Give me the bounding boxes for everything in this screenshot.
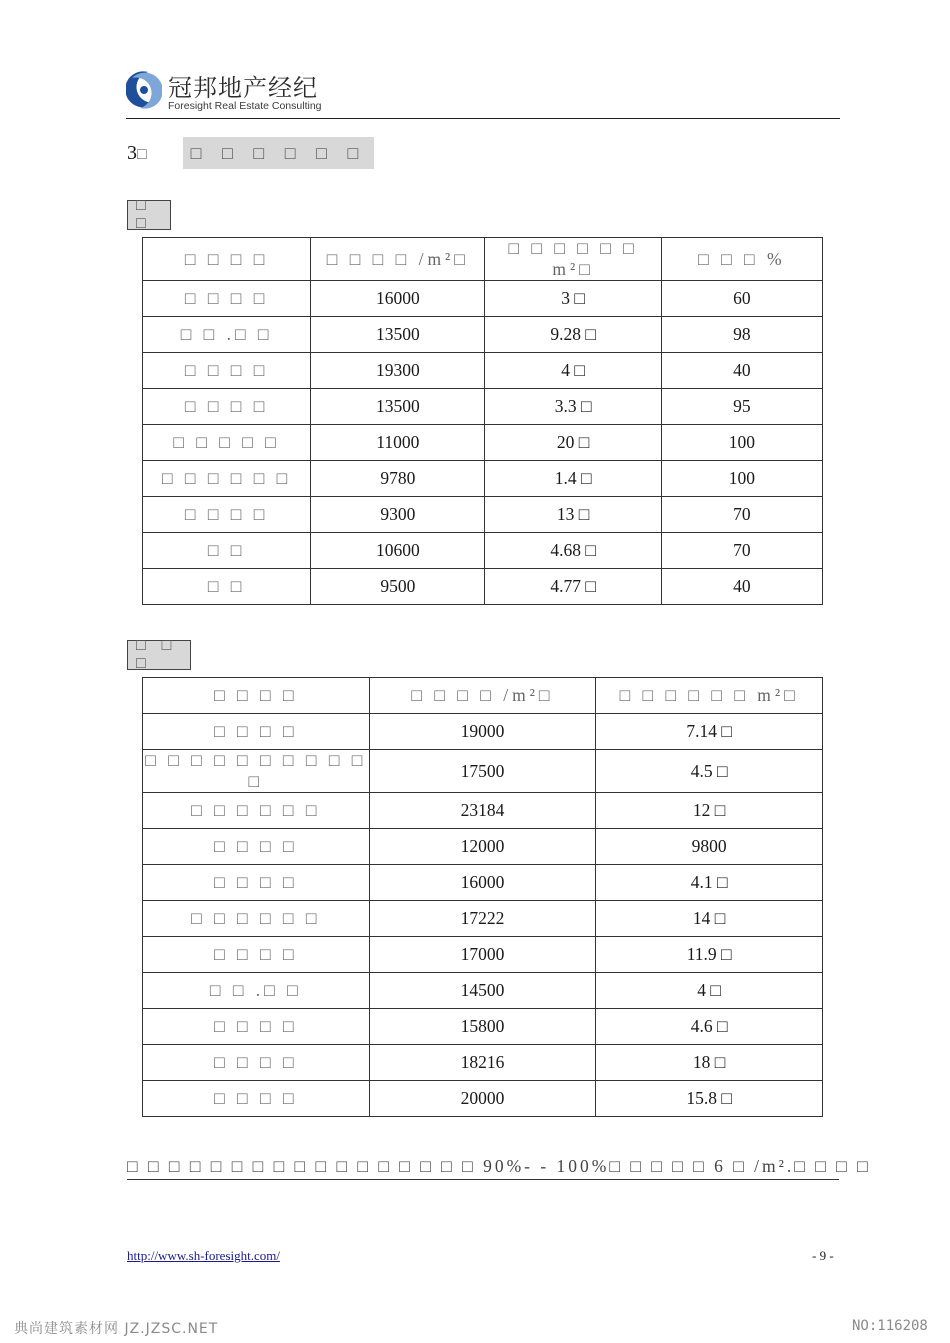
value-cell: 9780 [311, 461, 485, 497]
value-cell: 4 □ [596, 973, 823, 1009]
value-cell: 4.6 □ [596, 1009, 823, 1045]
value-cell: 17000 [369, 937, 596, 973]
table-header-row [143, 238, 823, 281]
value-cell: 98 [661, 317, 822, 353]
footer-website-link[interactable]: http://www.sh-foresight.com/ [127, 1248, 280, 1263]
page-number: - 9 - [812, 1248, 834, 1263]
table-row [143, 937, 823, 973]
table-row [143, 353, 823, 389]
value-cell: 15800 [369, 1009, 596, 1045]
column-header: □ □ □ □ □ □ m²□ [485, 238, 661, 281]
value-cell: 14 □ [596, 901, 823, 937]
section-heading [127, 138, 374, 168]
table-row [143, 714, 823, 750]
value-cell: 9300 [311, 497, 485, 533]
table-row [143, 389, 823, 425]
value-cell: 20 □ [485, 425, 661, 461]
table-row [143, 317, 823, 353]
section-number: 3□ [127, 141, 147, 164]
table-row [143, 497, 823, 533]
table-1 [142, 237, 823, 605]
project-name-cell: □ □ □ □ [143, 714, 370, 750]
table-row [143, 461, 823, 497]
table-row [143, 281, 823, 317]
project-name-cell: □ □ □ □ □ □ □ □ □ □ □ [143, 750, 370, 793]
table-2 [142, 677, 823, 1117]
value-cell: 11.9 □ [596, 937, 823, 973]
value-cell: 100 [661, 461, 822, 497]
value-cell: 9.28 □ [485, 317, 661, 353]
value-cell: 13500 [311, 389, 485, 425]
project-name-cell: □ □ □ □ [143, 1045, 370, 1081]
table-row [143, 901, 823, 937]
value-cell: 4.77 □ [485, 569, 661, 605]
value-cell: 100 [661, 425, 822, 461]
value-cell: 4.1 □ [596, 865, 823, 901]
logo-chinese-name: 冠邦地产经纪 [168, 74, 318, 102]
project-name-cell: □ □ [143, 533, 311, 569]
value-cell: 19000 [369, 714, 596, 750]
column-header: □ □ □ □ □ □ m²□ [596, 678, 823, 714]
column-header: □ □ □ □ /m²□ [311, 238, 485, 281]
column-header: □ □ □ □ [143, 678, 370, 714]
value-cell: 40 [661, 569, 822, 605]
table-row [143, 425, 823, 461]
project-name-cell: □ □ □ □ [143, 829, 370, 865]
project-name-cell: □ □ □ □ [143, 865, 370, 901]
table-row [143, 865, 823, 901]
value-cell: 4.5 □ [596, 750, 823, 793]
value-cell: 20000 [369, 1081, 596, 1117]
section-title: □ □ □ □ □ □ [183, 137, 375, 169]
table-row [143, 750, 823, 793]
project-name-cell: □ □ [143, 569, 311, 605]
project-name-cell: □ □ .□ □ [143, 973, 370, 1009]
table-row [143, 533, 823, 569]
watermark-id: NO:116208 [852, 1318, 928, 1334]
value-cell: 1.4 □ [485, 461, 661, 497]
value-cell: 9500 [311, 569, 485, 605]
value-cell: 15.8 □ [596, 1081, 823, 1117]
value-cell: 16000 [311, 281, 485, 317]
value-cell: 70 [661, 497, 822, 533]
project-name-cell: □ □ □ □ □ □ [143, 461, 311, 497]
table1-label: □ □ [127, 200, 171, 230]
watermark-left: 典尚建筑素材网 JZ.JZSC.NET [14, 1321, 219, 1337]
value-cell: 17222 [369, 901, 596, 937]
project-name-cell: □ □ □ □ [143, 937, 370, 973]
table-row [143, 793, 823, 829]
table-row [143, 829, 823, 865]
value-cell: 18216 [369, 1045, 596, 1081]
logo-english-name: Foresight Real Estate Consulting [168, 100, 322, 112]
value-cell: 23184 [369, 793, 596, 829]
value-cell: 4.68 □ [485, 533, 661, 569]
value-cell: 11000 [311, 425, 485, 461]
table-row [143, 569, 823, 605]
value-cell: 60 [661, 281, 822, 317]
value-cell: 40 [661, 353, 822, 389]
value-cell: 18 □ [596, 1045, 823, 1081]
column-header: □ □ □ % [661, 238, 822, 281]
project-name-cell: □ □ .□ □ [143, 317, 311, 353]
value-cell: 13 □ [485, 497, 661, 533]
value-cell: 95 [661, 389, 822, 425]
column-header: □ □ □ □ /m²□ [369, 678, 596, 714]
project-name-cell: □ □ □ □ □ [143, 425, 311, 461]
value-cell: 10600 [311, 533, 485, 569]
project-name-cell: □ □ □ □ [143, 1009, 370, 1045]
project-name-cell: □ □ □ □ [143, 497, 311, 533]
value-cell: 12000 [369, 829, 596, 865]
value-cell: 12 □ [596, 793, 823, 829]
value-cell: 17500 [369, 750, 596, 793]
column-header: □ □ □ □ [143, 238, 311, 281]
table-row [143, 1009, 823, 1045]
company-logo-icon [126, 68, 162, 112]
table-row [143, 1045, 823, 1081]
value-cell: 9800 [596, 829, 823, 865]
value-cell: 70 [661, 533, 822, 569]
project-name-cell: □ □ □ □ [143, 281, 311, 317]
project-name-cell: □ □ □ □ □ □ [143, 793, 370, 829]
table2-label: □ □ □ [127, 640, 191, 670]
project-name-cell: □ □ □ □ [143, 353, 311, 389]
value-cell: 19300 [311, 353, 485, 389]
value-cell: 14500 [369, 973, 596, 1009]
value-cell: 16000 [369, 865, 596, 901]
value-cell: 3.3 □ [485, 389, 661, 425]
value-cell: 4 □ [485, 353, 661, 389]
summary-note: □ □ □ □ □ □ □ □ □ □ □ □ □ □ □ □ □ 90%- - 100%□ □ □ □ □ 6 □ /m².□ □ □ □ [127, 1156, 839, 1180]
project-name-cell: □ □ □ □ □ □ [143, 901, 370, 937]
value-cell: 13500 [311, 317, 485, 353]
table-header-row [143, 678, 823, 714]
page-header [126, 66, 840, 119]
project-name-cell: □ □ □ □ [143, 389, 311, 425]
project-name-cell: □ □ □ □ [143, 1081, 370, 1117]
value-cell: 7.14 □ [596, 714, 823, 750]
value-cell: 3 □ [485, 281, 661, 317]
table-row [143, 973, 823, 1009]
table-row [143, 1081, 823, 1117]
